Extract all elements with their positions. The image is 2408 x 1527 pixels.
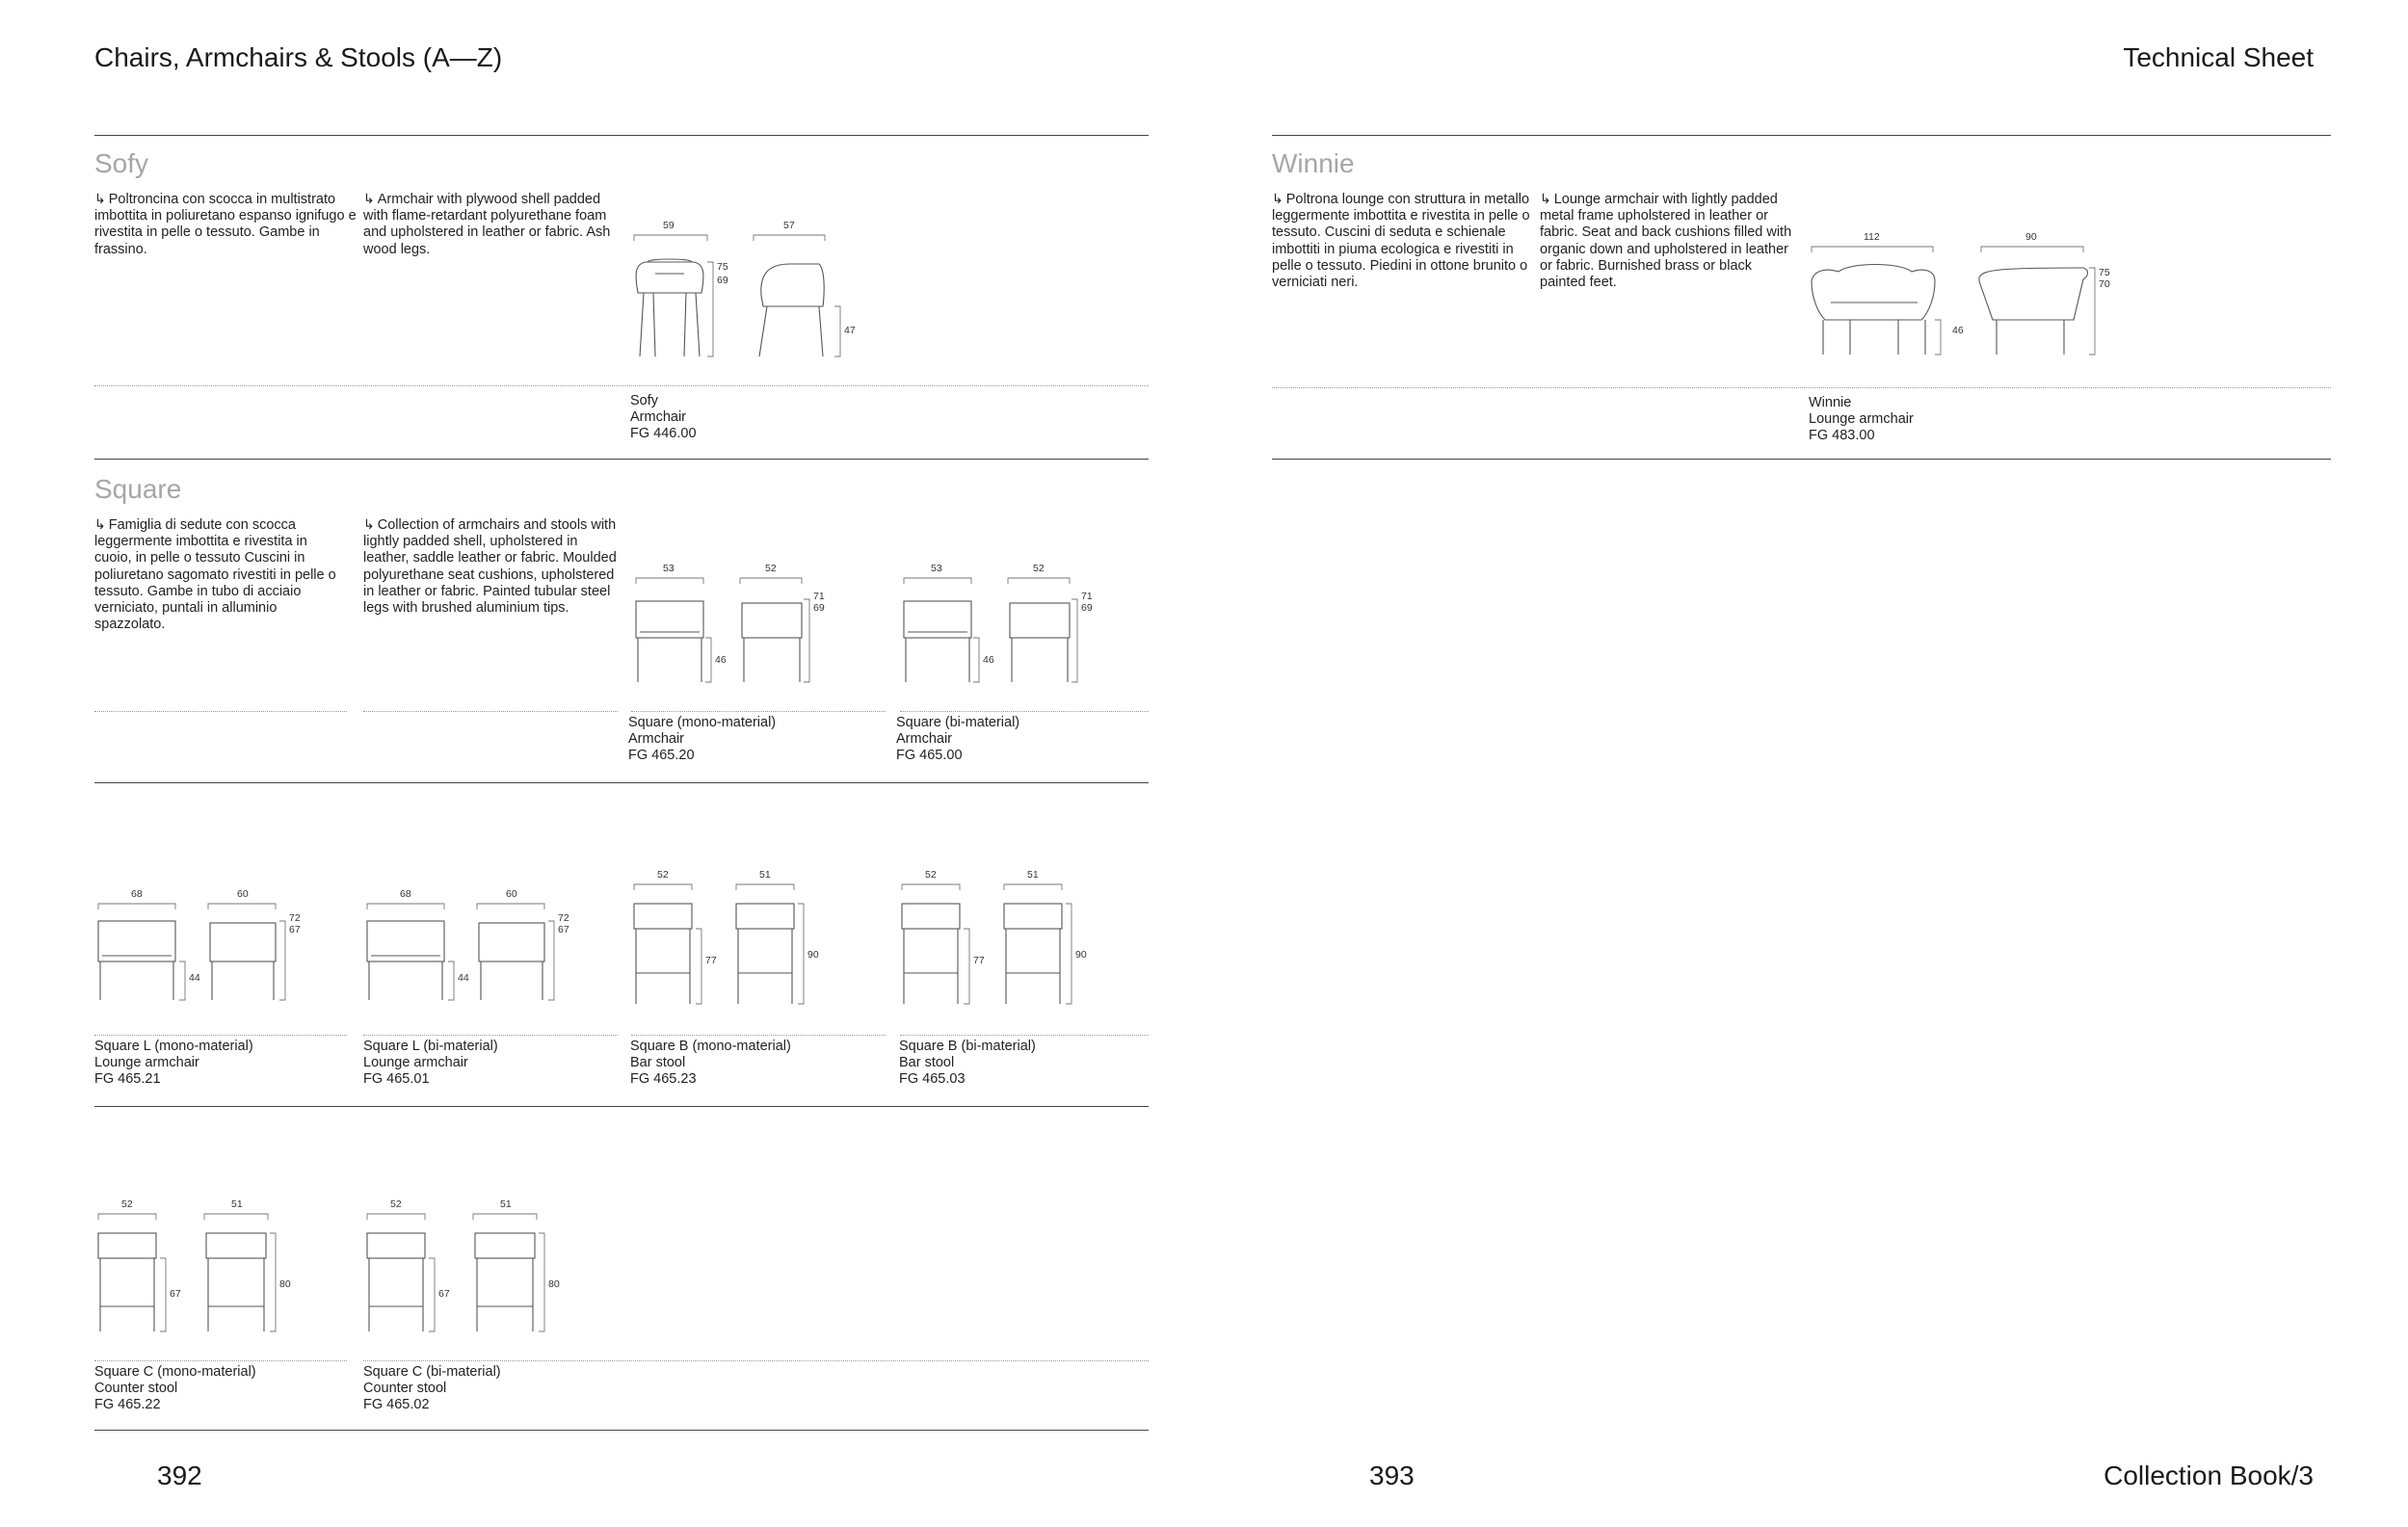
square-b-bi-drawing (896, 865, 1108, 1010)
depth-dim: 52 (765, 563, 777, 574)
sofy-height-dim: 75 (717, 261, 728, 273)
square-bi-armchair-drawing (896, 555, 1093, 690)
square-row2-dots-1 (94, 1035, 347, 1036)
square-bi-armchair-caption (896, 715, 1019, 765)
sofy-description-en: ↳ Armchair with plywood shell padded with flame-retardant polyurethane foam and upholstered in leather or fabric. Ash wood legs. (363, 191, 611, 257)
height-dim: 80 (548, 1278, 560, 1290)
square-l-bi-drawing (361, 879, 573, 1014)
product-type: Armchair (630, 409, 687, 426)
height-dim: 90 (1075, 949, 1087, 961)
product-type: Lounge armchair (1809, 411, 1914, 428)
square-l-mono-drawing (93, 879, 304, 1014)
product-name: Square B (bi-material) (899, 1039, 1036, 1054)
product-code: FG 483.00 (1809, 428, 1875, 444)
depth-dim: 52 (1033, 563, 1045, 574)
square-c-bi-drawing (361, 1191, 573, 1335)
winnie-section-title: Winnie (1272, 148, 1355, 178)
square-c-mono-drawing (93, 1191, 304, 1335)
width-dim: 68 (400, 888, 411, 900)
winnie-product-caption (1809, 395, 1914, 445)
product-name: Winnie (1809, 395, 1852, 410)
arrow-icon: ↳ (363, 191, 375, 206)
square-b-mono-caption (630, 1039, 791, 1089)
depth-dim: 60 (237, 888, 249, 900)
product-name: Square (mono-material) (628, 715, 777, 730)
square-row1-dots-1 (94, 711, 347, 712)
product-code: FG 465.22 (94, 1397, 161, 1413)
depth-dim: 51 (500, 1198, 512, 1210)
product-name: Square (bi-material) (896, 715, 1020, 730)
square-row2-dots-2 (363, 1035, 618, 1036)
product-code: FG 446.00 (630, 426, 697, 442)
product-code: FG 465.02 (363, 1397, 430, 1413)
square-c-bi-caption (363, 1364, 501, 1414)
winnie-width-dim: 112 (1864, 231, 1880, 243)
book-title: Collection Book/3 (2104, 1461, 2314, 1490)
depth-dim: 51 (231, 1198, 243, 1210)
sofy-product-caption (630, 393, 697, 443)
sofy-bottom-rule (94, 459, 1149, 460)
sofy-width-dim: 59 (663, 220, 675, 231)
product-type: Armchair (896, 731, 953, 748)
product-name: Square L (mono-material) (94, 1039, 253, 1054)
square-b-mono-drawing (628, 865, 840, 1010)
height-dim: 72 (558, 912, 569, 924)
winnie-lounge-armchair-drawing (1804, 224, 2122, 378)
winnie-seat-height-dim: 46 (1952, 325, 1964, 336)
left-page-header-title: Chairs, Armchairs & Stools (A—Z) (94, 42, 503, 72)
product-code: FG 465.21 (94, 1071, 161, 1088)
sofy-description-it: ↳ Poltroncina con scocca in multistrato imbottita in poliuretano espanso ignifugo e rivestita in pelle o tessuto. Gambe in frassino. (94, 191, 357, 257)
sofy-seat-height-dim: 47 (844, 325, 856, 336)
depth-dim: 51 (1027, 869, 1039, 881)
arrow-icon: ↳ (94, 516, 106, 532)
sofy-dotted-separator (94, 385, 1149, 386)
seat-height-dim: 44 (458, 972, 469, 984)
product-name: Sofy (630, 393, 659, 408)
height-dim: 72 (289, 912, 301, 924)
product-name: Square L (bi-material) (363, 1039, 498, 1054)
product-type: Lounge armchair (363, 1055, 468, 1071)
sofy-section-title: Sofy (94, 148, 149, 178)
product-type: Bar stool (630, 1055, 686, 1071)
square-section-title: Square (94, 474, 182, 504)
winnie-description-en: ↳ Lounge armchair with lightly padded metal frame upholstered in leather or fabric. Seat and back cushions filled with organic down and upholstered in leather or fabric. Burnished brass or black painted feet. (1540, 191, 1792, 291)
arrow-icon: ↳ (1272, 191, 1283, 206)
width-dim: 52 (657, 869, 669, 881)
height-dim: 71 (1081, 591, 1093, 602)
arrow-icon: ↳ (94, 191, 106, 206)
winnie-bottom-rule (1272, 459, 2331, 460)
product-name: Square C (bi-material) (363, 1364, 501, 1380)
depth-dim: 51 (759, 869, 771, 881)
product-type: Lounge armchair (94, 1055, 199, 1071)
height-dim: 90 (807, 949, 819, 961)
depth-dim: 60 (506, 888, 517, 900)
square-row3-dots-1 (94, 1360, 347, 1361)
square-row2-rule (94, 1106, 1149, 1107)
width-dim: 52 (925, 869, 937, 881)
product-code: FG 465.20 (628, 748, 695, 764)
width-dim: 68 (131, 888, 143, 900)
width-dim: 52 (121, 1198, 133, 1210)
seat-height-dim: 46 (715, 654, 727, 666)
sofy-armchair-drawing (626, 214, 886, 368)
square-description-en: ↳ Collection of armchairs and stools with lightly padded shell, upholstered in leather, saddle leather or fabric. Moulded polyurethane seat cushions, upholstered in leather or fabric. Painted tubular steel legs with brushed aluminium tips. (363, 516, 617, 617)
product-code: FG 465.01 (363, 1071, 430, 1088)
square-mono-armchair-drawing (628, 555, 825, 690)
arm-height-dim: 67 (289, 924, 301, 935)
product-name: Square B (mono-material) (630, 1039, 791, 1054)
right-page-number: 393 (1369, 1461, 1415, 1490)
sofy-arm-height-dim: 69 (717, 275, 728, 286)
sofy-top-rule (94, 135, 1149, 136)
product-type: Bar stool (899, 1055, 955, 1071)
arrow-icon: ↳ (1540, 191, 1551, 206)
winnie-top-rule (1272, 135, 2331, 136)
right-page-header-title: Technical Sheet (2123, 42, 2314, 72)
square-l-bi-caption (363, 1039, 498, 1089)
arm-height-dim: 69 (813, 602, 825, 614)
sofy-depth-dim: 57 (783, 220, 795, 231)
square-row3-dots-2 (363, 1360, 1149, 1361)
winnie-height-dim: 75 (2099, 267, 2110, 278)
seat-height-dim: 77 (973, 955, 985, 966)
product-type: Armchair (628, 731, 685, 748)
winnie-arm-height-dim: 70 (2099, 278, 2110, 290)
square-row1-dots-2 (363, 711, 618, 712)
seat-height-dim: 67 (438, 1288, 450, 1300)
product-name: Square C (mono-material) (94, 1364, 256, 1380)
square-row1-dots-4 (900, 711, 1149, 712)
square-mono-armchair-caption (628, 715, 776, 765)
seat-height-dim: 46 (983, 654, 994, 666)
product-code: FG 465.00 (896, 748, 963, 764)
square-row1-rule (94, 782, 1149, 783)
left-page-number: 392 (157, 1461, 202, 1490)
height-dim: 80 (279, 1278, 291, 1290)
width-dim: 53 (931, 563, 942, 574)
square-b-bi-caption (899, 1039, 1036, 1089)
product-code: FG 465.23 (630, 1071, 697, 1088)
square-c-mono-caption (94, 1364, 256, 1414)
arrow-icon: ↳ (363, 516, 375, 532)
product-code: FG 465.03 (899, 1071, 966, 1088)
winnie-depth-dim: 90 (2025, 231, 2037, 243)
product-type: Counter stool (363, 1381, 447, 1397)
square-description-it: ↳ Famiglia di sedute con scocca leggermente imbottita e rivestita in cuoio, in pelle o tessuto Cuscini in poliuretano sagomato rivestiti in pelle o tessuto. Gambe in tubo di acciaio verniciato, puntali in alluminio spazzolato. (94, 516, 336, 633)
winnie-description-it: ↳ Poltrona lounge con struttura in metallo leggermente imbottita e rivestita in pelle o tessuto. Cuscini di seduta e schienale imbottiti in piuma ecologica e rivestiti in pelle o tessuto. Piedini in ottone brunito o verniciati neri. (1272, 191, 1530, 291)
seat-height-dim: 67 (170, 1288, 181, 1300)
width-dim: 52 (390, 1198, 402, 1210)
product-type: Counter stool (94, 1381, 178, 1397)
square-l-mono-caption (94, 1039, 253, 1089)
height-dim: 71 (813, 591, 825, 602)
seat-height-dim: 44 (189, 972, 200, 984)
arm-height-dim: 69 (1081, 602, 1093, 614)
square-row2-dots-3 (631, 1035, 886, 1036)
winnie-dotted-separator (1272, 387, 2331, 388)
width-dim: 53 (663, 563, 675, 574)
square-row1-dots-3 (631, 711, 886, 712)
square-row3-rule (94, 1430, 1149, 1431)
square-row2-dots-4 (900, 1035, 1149, 1036)
seat-height-dim: 77 (705, 955, 717, 966)
arm-height-dim: 67 (558, 924, 569, 935)
